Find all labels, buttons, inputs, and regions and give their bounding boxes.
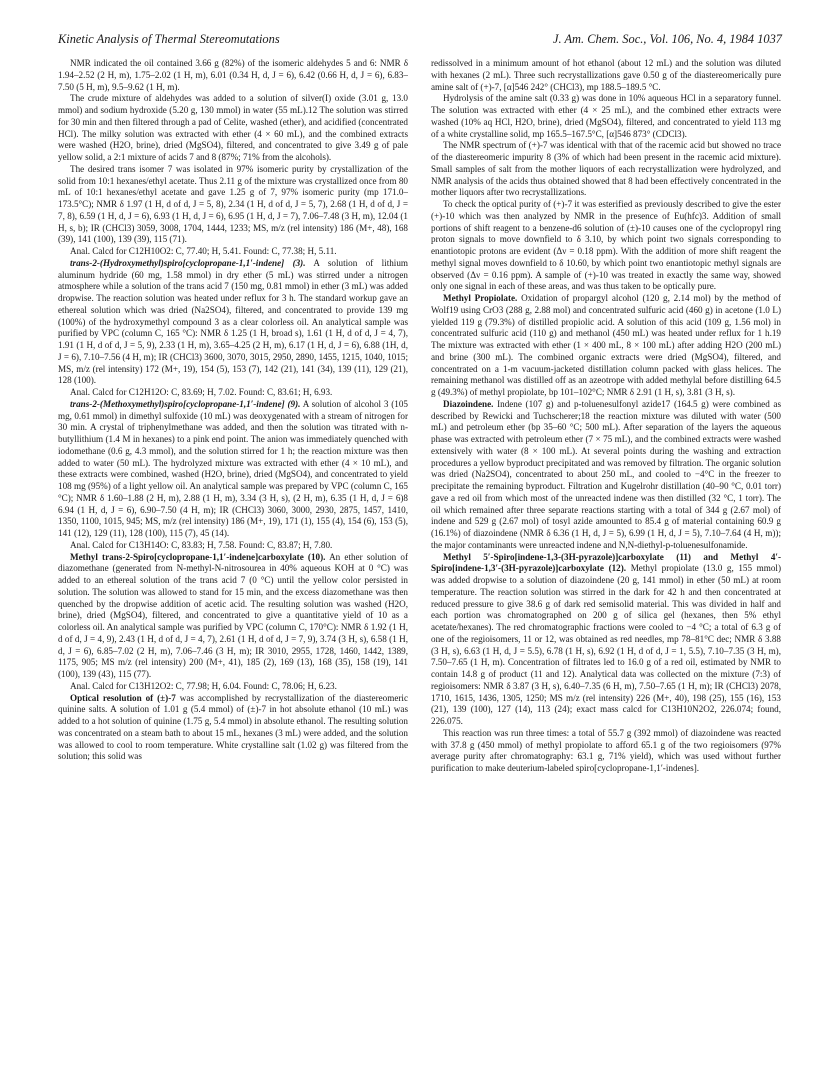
paragraph-text: Anal. Calcd for C13H14O: C, 83.83; H, 7.58. Found: C, 83.87; H, 7.80. bbox=[70, 539, 333, 550]
paragraph bbox=[431, 399, 781, 552]
right-column bbox=[431, 58, 781, 1058]
paragraph bbox=[431, 140, 781, 199]
paragraph-text: The crude mixture of aldehydes was added to a solution of silver(I) oxide (3.01 g, 13.0 mmol) and sodium hydroxide (5.20 g, 130 mmol) in water (55 mL).12 The solution was stirred for 30 min and then filtered through a pad of Celite, washed (ether), and acidified (concentrated HCl). The milky solution was extracted with ether (4 × 60 mL), and the combined extracts were washed (H2O, brine), dried (MgSO4), filtered, and concentrated to give 3.49 g of pale yellow solid, a 2:1 mixture of acids 7 and 8 (87%; 71% from the alcohols). bbox=[58, 93, 408, 162]
paragraph bbox=[58, 552, 408, 681]
paragraph-heading: Diazoindene. bbox=[443, 398, 494, 409]
paragraph-text: An ether solution of diazomethane (generated from N-methyl-N-nitrosourea in 40% aqueous KOH at 0 °C) was added to an ethereal solution of the trans acid 7 (0 °C) until the yellow color persisted in solution. The solution was allowed to stand for 15 min, and the excess diazomethane was then quenched by the dropwise addition of acetic acid. The resulting solution was washed (H2O, brine), dried (MgSO4), filtered, and concentrated to give a quantitative yield of 10 as a colorless oil. An analytical sample was purified by VPC (column C, 170°C): NMR δ 1.92 (1 H, d of d, J = 4, 9), 2.43 (1 H, d of d, J = 4, 7), 2.61 (1 H, d of d, J = 7, 9), 3.74 (3 H, s), 6.58 (1 H, d, J = 6), 6.85–7.02 (2 H, m), 7.06–7.46 (3 H, m); IR 3010, 2955, 1728, 1460, 1442, 1389, 1175, 905; MS m/z (rel intensity) 200 (M+, 41), 185 (2), 169 (13), 168 (35), 158 (19), 141 (100), 139 (43), 115 (77). bbox=[58, 551, 408, 679]
paragraph bbox=[58, 387, 408, 399]
paragraph bbox=[431, 728, 781, 775]
paragraph-heading: Optical resolution of (±)-7 bbox=[70, 692, 176, 703]
paragraph bbox=[58, 58, 408, 93]
paragraph-text: Oxidation of propargyl alcohol (120 g, 2.14 mol) by the method of Wolf19 using CrO3 (288 g, 2.88 mol) and concentrated sulfuric acid (460 g) in acetone (1.0 L) yielded 119 g (79.3%) of distilled propiolic acid. A solution of this acid (109 g, 1.56 mol) in concentrated sulfuric acid (110 g) and methanol (450 mL) was heated under reflux for 1 h.19 The mixture was extracted with ether (1 × 400 mL, 8 × 100 mL) after adding H2O (200 mL) and brine (300 mL). The combined organic extracts were dried (MgSO4), filtered, and concentrated on a 1-m vacuum-jacketed distillation column packed with glass helices. The remaining methanol was distilled off as an azeotrope with added methylal before distilling 64.5 g (49.3%) of methyl propiolate, bp 101–102°C; NMR δ 2.91 (1 H, s), 3.81 (3 H, s). bbox=[431, 293, 781, 397]
paragraph-text: NMR indicated the oil contained 3.66 g (82%) of the isomeric aldehydes 5 and 6: NMR δ 1.94–2.52 (2 H, m), 1.75–2.02 (1 H, m), 6.01 (0.34 H, d, J = 6), 6.42 (0.66 H, d, J = 6), 6.83–7.50 (5 H, m), 9.5–9.62 (1 H, m). bbox=[58, 58, 408, 92]
paragraph-text: was accomplished by recrystallization of the diastereomeric quinine salts. A solution of 1.01 g (5.4 mmol) of (±)-7 in hot absolute ethanol (10 mL) was added to a hot solution of quinine (1.75 g, 5.4 mmol) in absolute ethanol. The resulting solution was concentrated on a steam bath to about 15 mL, hexanes (3 mL) were added, and the solution was allowed to cool to room temperature. White crystalline salt (1.02 g) was filtered from the solution; this solid was bbox=[58, 692, 408, 762]
paragraph-text: The NMR spectrum of (+)-7 was identical with that of the racemic acid but showed no trace of the diastereomeric impurity 8 (3% of which had been present in the racemic acid mixture). Small samples of salt from the mother liquors of each recrystallization were hydrolyzed, and NMR analysis of the acids thus obtained showed that 8 had been effectively concentrated in the mother liquors after two recrystallizations. bbox=[431, 140, 781, 198]
paragraph-heading: trans-2-(Methoxymethyl)spiro[cyclopropane-1,1′-indene] (9). bbox=[70, 398, 301, 409]
paragraph-text: Anal. Calcd for C13H12O2: C, 77.98; H, 6.04. Found: C, 78.06; H, 6.23. bbox=[70, 680, 337, 691]
paragraph bbox=[58, 164, 408, 246]
paragraph bbox=[431, 199, 781, 293]
paragraph-heading: trans-2-(Hydroxymethyl)spiro[cyclopropane-1,1′-indene] (3). bbox=[70, 257, 306, 268]
paragraph bbox=[58, 246, 408, 258]
paragraph bbox=[431, 552, 781, 728]
paragraph bbox=[58, 399, 408, 540]
paragraph-text: Anal. Calcd for C12H12O: C, 83.69; H, 7.02. Found: C, 83.61; H, 6.93. bbox=[70, 387, 333, 397]
paragraph bbox=[431, 58, 781, 93]
paragraph-text: This reaction was run three times: a total of 55.7 g (392 mmol) of diazoindene was reacted with 37.8 g (450 mmol) of methyl propiolate to afford 65.1 g of the two regioisomers (97% average purity after chromatography: 63.1 g, 71% yield), which was used without further purification to make deuterium-labeled spiro[cyclopropane-1,1′-indenes]. bbox=[431, 727, 781, 773]
paragraph bbox=[58, 693, 408, 764]
journal-citation: J. Am. Chem. Soc., Vol. 106, No. 4, 1984 1037 bbox=[553, 32, 782, 46]
paragraph-text: Hydrolysis of the amine salt (0.33 g) was done in 10% aqueous HCl in a separatory funnel. The solution was extracted with ether (4 × 25 mL), and the combined ether extracts were washed (10% aq HCl, H2O, brine), dried (MgSO4), filtered, and concentrated to yield 113 mg of a white crystalline solid, mp 165.5–167.5°C, [α]546 873° (CDCl3). bbox=[431, 93, 781, 139]
paragraph-text: Methyl propiolate (13.0 g, 155 mmol) was added dropwise to a solution of diazoindene (20 g, 141 mmol) in ether (50 mL) at room temperature. The reaction solution was stirred in the dark for 42 h and then concentrated at reduced pressure to give 38.6 g of dark red semisolid material. This was divided in half and each portion was chromatographed on 200 g of silica gel (hexanes, then 5% ethyl acetate/hexanes). The red chromatographic fractions were cooled to −4 °C; a total of 6.3 g of one of the regioisomers, 11 or 12, was obtained as red needles, mp 78–81°C dec; NMR δ 3.88 (3 H, s), 6.63 (1 H, d, J = 5.5), 6.78 (1 H, s), 6.92 (1 H, d of d, J = 1, 5.5), 7.10–7.35 (3 H, m), 7.50–7.65 (1 H, m). Concentration of filtrates led to 16.0 g of a red oil, estimated by NMR to contain 14.8 g of product (11 and 12). Analytical data was collected on the mixture (7:3) of regioisomers: NMR δ 3.87 (3 H, s), 6.40–7.35 (6 H, m), 7.50–7.65 (1 H, m); IR (CHCl3) 2078, 1710, 1615, 1436, 1305, 1250; MS m/z (rel intensity) 226 (M+, 40), 198 (25), 155 (16), 153 (21), 139 (100), 127 (14), 113 (24); exact mass calcd for C13H10N2O2, 226.074; found, 226.075. bbox=[431, 563, 781, 726]
paragraph bbox=[58, 93, 408, 164]
paragraph bbox=[58, 258, 408, 387]
running-header bbox=[58, 32, 782, 50]
paragraph-text: A solution of alcohol 3 (105 mg, 0.61 mmol) in dimethyl sulfoxide (10 mL) was deoxygenated with a stream of nitrogen for 30 min. A crystal of triphenylmethane was added, and then the solution was titrated with n-butyllithium (1.4 M in hexanes) to a pink end point. The anion was immediately quenched with iodomethane (0.6 g, 4.3 mmol), and the solution stirred for 1 h; the reaction mixture was then added to water (50 mL). The hydrolyzed mixture was extracted with ether (4 × 10 mL), and these extracts were combined, washed (H2O, brine), dried (MgSO4), and concentrated to yield 108 mg (95%) of a light yellow oil. An analytical sample was prepared by VPC (column C, 165 °C); NMR δ 1.60–1.88 (2 H, m), 2.88 (1 H, m), 3.34 (3 H, s), (2 H, m), 6.35 (1 H, d, J = 6)8 6.94 (1 H, d, J = 6), 6.90–7.50 (4 H, m); IR (CHCl3) 3060, 3000, 2930, 2875, 1457, 1410, 1350, 1100, 1015, 945; MS, m/z (rel intensity) 186 (M+, 19), 171 (1), 155 (4), 154 (6), 153 (5), 141 (12), 129 (11), 128 (100), 115 (7), 45 (14). bbox=[58, 398, 408, 538]
paragraph-text: A solution of lithium aluminum hydride (60 mg, 1.58 mmol) in dry ether (5 mL) was stirred under a nitrogen atmosphere while a solution of the trans acid 7 (150 mg, 0.81 mmol) in ether (3 mL) was added dropwise. The reaction solution was heated under reflux for 3 h. The standard workup gave an ethereal solution which was dried (Na2SO4), filtered, and concentrated to provide 139 mg (100%) of the hydroxymethyl compound 3 as a clear colorless oil. An analytical sample was purified by VPC (column C, 165 °C): NMR δ 1.25 (1 H, broad s), 1.61 (1 H, d of d, J = 4, 7), 1.91 (1 H, d of d, J = 5, 9), 2.33 (1 H, m), 3.65–4.25 (2 H, m), 6.17 (1 H, d, J = 6), 6.88 (1H, d, J = 6), 7.10–7.56 (4 H, m); IR (CHCl3) 3600, 3070, 3015, 2950, 2890, 1455, 1215, 1040, 1015; MS, m/z (rel intensity) 172 (M+, 19), 154 (5), 153 (7), 142 (21), 141 (34), 139 (11), 129 (21), 128 (100). bbox=[58, 257, 408, 386]
paragraph-heading: Methyl trans-2-Spiro[cyclopropane-1,1′-indene]carboxylate (10). bbox=[70, 551, 326, 562]
paragraph-text: The desired trans isomer 7 was isolated in 97% isomeric purity by crystallization of the solid from 10:1 hexanes/ethyl acetate. Thus 2.11 g of the mixture was crystallized once from 80 mL of 10:1 hexanes/ethyl acetate and gave 1.25 g of 7, 97% isomeric purity (mp 171.0–173.5°C); NMR δ 1.97 (1 H, d of d, J = 5, 8), 2.34 (1 H, d of d, J = 5, 7), 2.68 (1 H, d of d, J = 7, 8), 6.59 (1 H, d, J = 6), 6.93 (1 H, d, J = 6), 6.95 (1 H, d, J = 7), 7.06–7.48 (3 H, m), 12.04 (1 H, s, b); IR (CHCl3) 3059, 3008, 1704, 1444, 1233; MS, m/z (rel intensity) 186 (M+, 48), 168 (39), 141 (100), 139 (39), 115 (71). bbox=[58, 163, 408, 245]
paragraph bbox=[58, 681, 408, 693]
paragraph-heading: Methyl 5′-Spiro[indene-1,3-(3H-pyrazole)]carboxylate (11) and Methyl 4′-Spiro[indene-1,3′-(3H-pyrazole)]carboxylate (12). bbox=[431, 551, 781, 574]
paragraph bbox=[58, 540, 408, 552]
paragraph bbox=[431, 293, 781, 399]
paragraph-heading: Methyl Propiolate. bbox=[443, 293, 518, 303]
paragraph-text: redissolved in a minimum amount of hot ethanol (about 12 mL) and the solution was diluted with hexanes (2 mL). Three such recrystallizations gave 0.50 g of the diastereomerically pure amine salt of (+)-7, [α]546 242° (CHCl3), mp 188.5–189.5 °C. bbox=[431, 58, 781, 92]
left-column bbox=[58, 58, 408, 1058]
paragraph bbox=[431, 93, 781, 140]
paragraph-text: To check the optical purity of (+)-7 it was esterified as previously described to give the ester (+)-10 which was then analyzed by NMR in the presence of Eu(hfc)3. Addition of small portions of shift reagent to a benzene-d6 solution of (±)-10 causes one of the cyclopropyl ring proton signals to move downfield to δ 3.10, by which point two signals corresponding to enantiotopic protons are evident (Δν = 0.18 ppm). With the addition of more shift reagent the methyl signal moves downfield to δ 10.60, by which point two enantiotopic methyl signals are observed (Δν = 0.16 ppm). A sample of (+)-10 was treated in exactly the same way, showed only one signal in each of these areas, and was thus taken to be optically pure. bbox=[431, 199, 781, 292]
running-title: Kinetic Analysis of Thermal Stereomutations bbox=[58, 32, 280, 46]
paragraph-text: Anal. Calcd for C12H10O2: C, 77.40; H, 5.41. Found: C, 77.38; H, 5.11. bbox=[70, 246, 337, 256]
paragraph-text: Indene (107 g) and p-toluenesulfonyl azide17 (164.5 g) were combined as described by Rewicki and Tuchscherer;18 the reaction mixture was diluted with water (500 mL) and petroleum ether (bp 35–60 °C; 500 mL). After separation of the layers the aqueous phase was extracted with petroleum ether (7 × 75 mL), and the combined extracts were washed extensively with water (8 × 100 mL). At several points during the washing and extraction procedures a yellow byproduct precipitated and was removed by filtration. The organic solution was dried (Na2SO4), concentrated to about 250 mL, and cooled to −4°C in the freezer to precipitate the remaining byproduct. Filtration and Kugelrohr distillation (40–90 °C, 0.01 torr) gave a red oil from which most of the unreacted indene was then distilled (32 °C, 1 torr). The oil which remained after three separate reactions starting with a total of 344 g (2.67 mol) of indene and 529 g (2.67 mol) of tosyl azide amounted to 85.4 g of material containing 60.9 g (16.1%) of diazoindene (NMR δ 6.36 (1 H, d, J = 5), 6.99 (1 H, d, J = 5), 7.10–7.64 (4 H, m)); the major contaminants were unreacted indene and N,N-diethyl-p-toluenesulfonamide. bbox=[431, 398, 781, 550]
